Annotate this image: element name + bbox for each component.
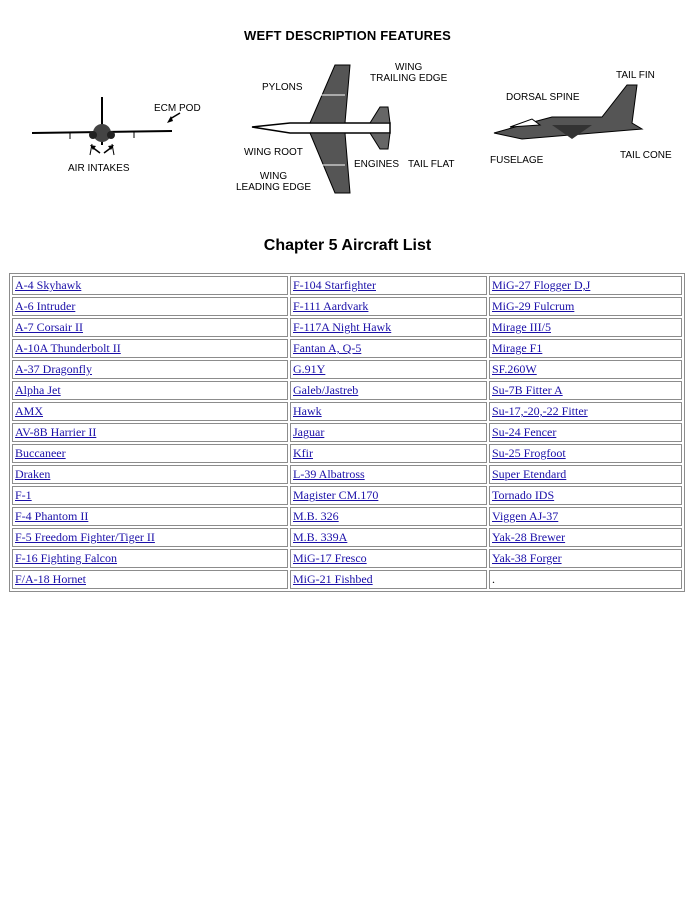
label-dorsal-spine: DORSAL SPINE	[506, 92, 580, 103]
aircraft-link[interactable]: Viggen AJ-37	[492, 509, 559, 523]
label-tail-flat: TAIL FLAT	[408, 159, 455, 170]
table-cell	[290, 381, 487, 400]
table-cell	[290, 402, 487, 421]
table-cell	[12, 549, 288, 568]
aircraft-table	[9, 273, 685, 592]
aircraft-link[interactable]: Buccaneer	[15, 446, 66, 460]
aircraft-link[interactable]: F-117A Night Hawk	[293, 320, 392, 334]
table-cell	[489, 465, 682, 484]
table-cell	[489, 297, 682, 316]
aircraft-table-body	[12, 276, 682, 589]
table-cell	[290, 318, 487, 337]
aircraft-link[interactable]: Alpha Jet	[15, 383, 61, 397]
table-cell	[290, 549, 487, 568]
table-cell	[489, 507, 682, 526]
aircraft-link[interactable]: F-111 Aardvark	[293, 299, 369, 313]
table-row	[12, 486, 682, 505]
table-cell	[489, 570, 682, 589]
aircraft-link[interactable]: Magister CM.170	[293, 488, 379, 502]
table-row	[12, 528, 682, 547]
table-row	[12, 339, 682, 358]
table-cell	[290, 507, 487, 526]
aircraft-link[interactable]: Galeb/Jastreb	[293, 383, 359, 397]
aircraft-link[interactable]: L-39 Albatross	[293, 467, 365, 481]
table-cell	[489, 318, 682, 337]
table-cell	[12, 276, 288, 295]
cell-text: .	[492, 572, 495, 586]
aircraft-link[interactable]: MiG-27 Flogger D,J	[492, 278, 591, 292]
table-cell	[489, 339, 682, 358]
table-cell	[12, 465, 288, 484]
label-ecm-pod: ECM POD	[154, 103, 201, 114]
aircraft-link[interactable]: A-6 Intruder	[15, 299, 76, 313]
aircraft-link[interactable]: G.91Y	[293, 362, 326, 376]
table-row	[12, 402, 682, 421]
chapter-title: Chapter 5 Aircraft List	[263, 237, 432, 254]
aircraft-link[interactable]: M.B. 326	[293, 509, 339, 523]
aircraft-link[interactable]: F-104 Starfighter	[293, 278, 376, 292]
aircraft-link[interactable]: Su-17,-20,-22 Fitter	[492, 404, 588, 418]
aircraft-link[interactable]: AMX	[15, 404, 44, 418]
table-cell	[489, 402, 682, 421]
table-cell	[12, 570, 288, 589]
table-row	[12, 570, 682, 589]
aircraft-link[interactable]: A-4 Skyhawk	[15, 278, 82, 292]
table-cell	[12, 528, 288, 547]
table-row	[12, 465, 682, 484]
table-cell	[290, 360, 487, 379]
table-row	[12, 318, 682, 337]
aircraft-link[interactable]: F-4 Phantom II	[15, 509, 89, 523]
table-row	[12, 381, 682, 400]
aircraft-link[interactable]: Su-7B Fitter A	[492, 383, 563, 397]
label-pylons: PYLONS	[262, 82, 303, 93]
label-wing-leading-edge: WING LEADING EDGE	[236, 171, 312, 193]
table-row	[12, 297, 682, 316]
table-cell	[290, 528, 487, 547]
table-cell	[12, 360, 288, 379]
table-cell	[489, 444, 682, 463]
table-cell	[489, 549, 682, 568]
table-cell	[290, 570, 487, 589]
aircraft-link[interactable]: MiG-17 Fresco	[293, 551, 367, 565]
aircraft-link[interactable]: Tornado IDS	[492, 488, 555, 502]
aircraft-link[interactable]: MiG-29 Fulcrum	[492, 299, 575, 313]
aircraft-link[interactable]: Yak-28 Brewer	[492, 530, 566, 544]
label-wing-root: WING ROOT	[244, 147, 303, 158]
table-cell	[489, 528, 682, 547]
aircraft-link[interactable]: AV-8B Harrier II	[15, 425, 97, 439]
table-cell	[290, 339, 487, 358]
aircraft-link[interactable]: SF.260W	[492, 362, 537, 376]
aircraft-link[interactable]: Mirage F1	[492, 341, 543, 355]
aircraft-link[interactable]: F-16 Fighting Falcon	[15, 551, 118, 565]
aircraft-link[interactable]: F/A-18 Hornet	[15, 572, 86, 586]
aircraft-link[interactable]: F-1	[15, 488, 32, 502]
label-fuselage: FUSELAGE	[490, 155, 544, 166]
table-cell	[290, 276, 487, 295]
aircraft-link[interactable]: A-7 Corsair II	[15, 320, 83, 334]
table-row	[12, 507, 682, 526]
table-cell	[290, 444, 487, 463]
aircraft-link[interactable]: Yak-38 Forger	[492, 551, 562, 565]
table-row	[12, 360, 682, 379]
table-row	[12, 423, 682, 442]
table-cell	[12, 486, 288, 505]
table-cell	[489, 486, 682, 505]
table-cell	[12, 507, 288, 526]
aircraft-link[interactable]: A-37 Dragonfly	[15, 362, 92, 376]
label-wing-trailing-edge: WING TRAILING EDGE	[370, 62, 448, 84]
table-row	[12, 276, 682, 295]
table-cell	[489, 381, 682, 400]
table-cell	[12, 339, 288, 358]
weft-features-figure	[0, 55, 695, 205]
page-header: WEFT DESCRIPTION FEATURES	[244, 28, 451, 43]
aircraft-link[interactable]: Su-25 Frogfoot	[492, 446, 566, 460]
table-cell	[290, 465, 487, 484]
table-row	[12, 549, 682, 568]
table-cell	[489, 276, 682, 295]
aircraft-link[interactable]: Super Etendard	[492, 467, 567, 481]
table-row	[12, 444, 682, 463]
aircraft-link[interactable]: Kfir	[293, 446, 313, 460]
aircraft-link[interactable]: Draken	[15, 467, 51, 481]
aircraft-link[interactable]: F-5 Freedom Fighter/Tiger II	[15, 530, 155, 544]
table-cell	[12, 318, 288, 337]
aircraft-link[interactable]: MiG-21 Fishbed	[293, 572, 373, 586]
aircraft-link[interactable]: M.B. 339A	[293, 530, 348, 544]
label-engines: ENGINES	[354, 159, 400, 170]
table-cell	[12, 297, 288, 316]
table-cell	[12, 402, 288, 421]
label-tail-cone: TAIL CONE	[620, 150, 672, 161]
table-cell	[290, 423, 487, 442]
table-cell	[489, 360, 682, 379]
aircraft-link[interactable]: Hawk	[293, 404, 322, 418]
label-tail-fin: TAIL FIN	[616, 70, 655, 81]
table-cell	[12, 381, 288, 400]
table-cell	[290, 297, 487, 316]
table-cell	[12, 423, 288, 442]
table-cell	[489, 423, 682, 442]
aircraft-link[interactable]: Fantan A, Q-5	[293, 341, 362, 355]
aircraft-link[interactable]: A-10A Thunderbolt II	[15, 341, 121, 355]
aircraft-link[interactable]: Su-24 Fencer	[492, 425, 557, 439]
aircraft-link[interactable]: Mirage III/5	[492, 320, 551, 334]
aircraft-link[interactable]: Jaguar	[293, 425, 325, 439]
table-cell	[290, 486, 487, 505]
label-air-intakes: AIR INTAKES	[68, 163, 130, 174]
table-cell	[12, 444, 288, 463]
